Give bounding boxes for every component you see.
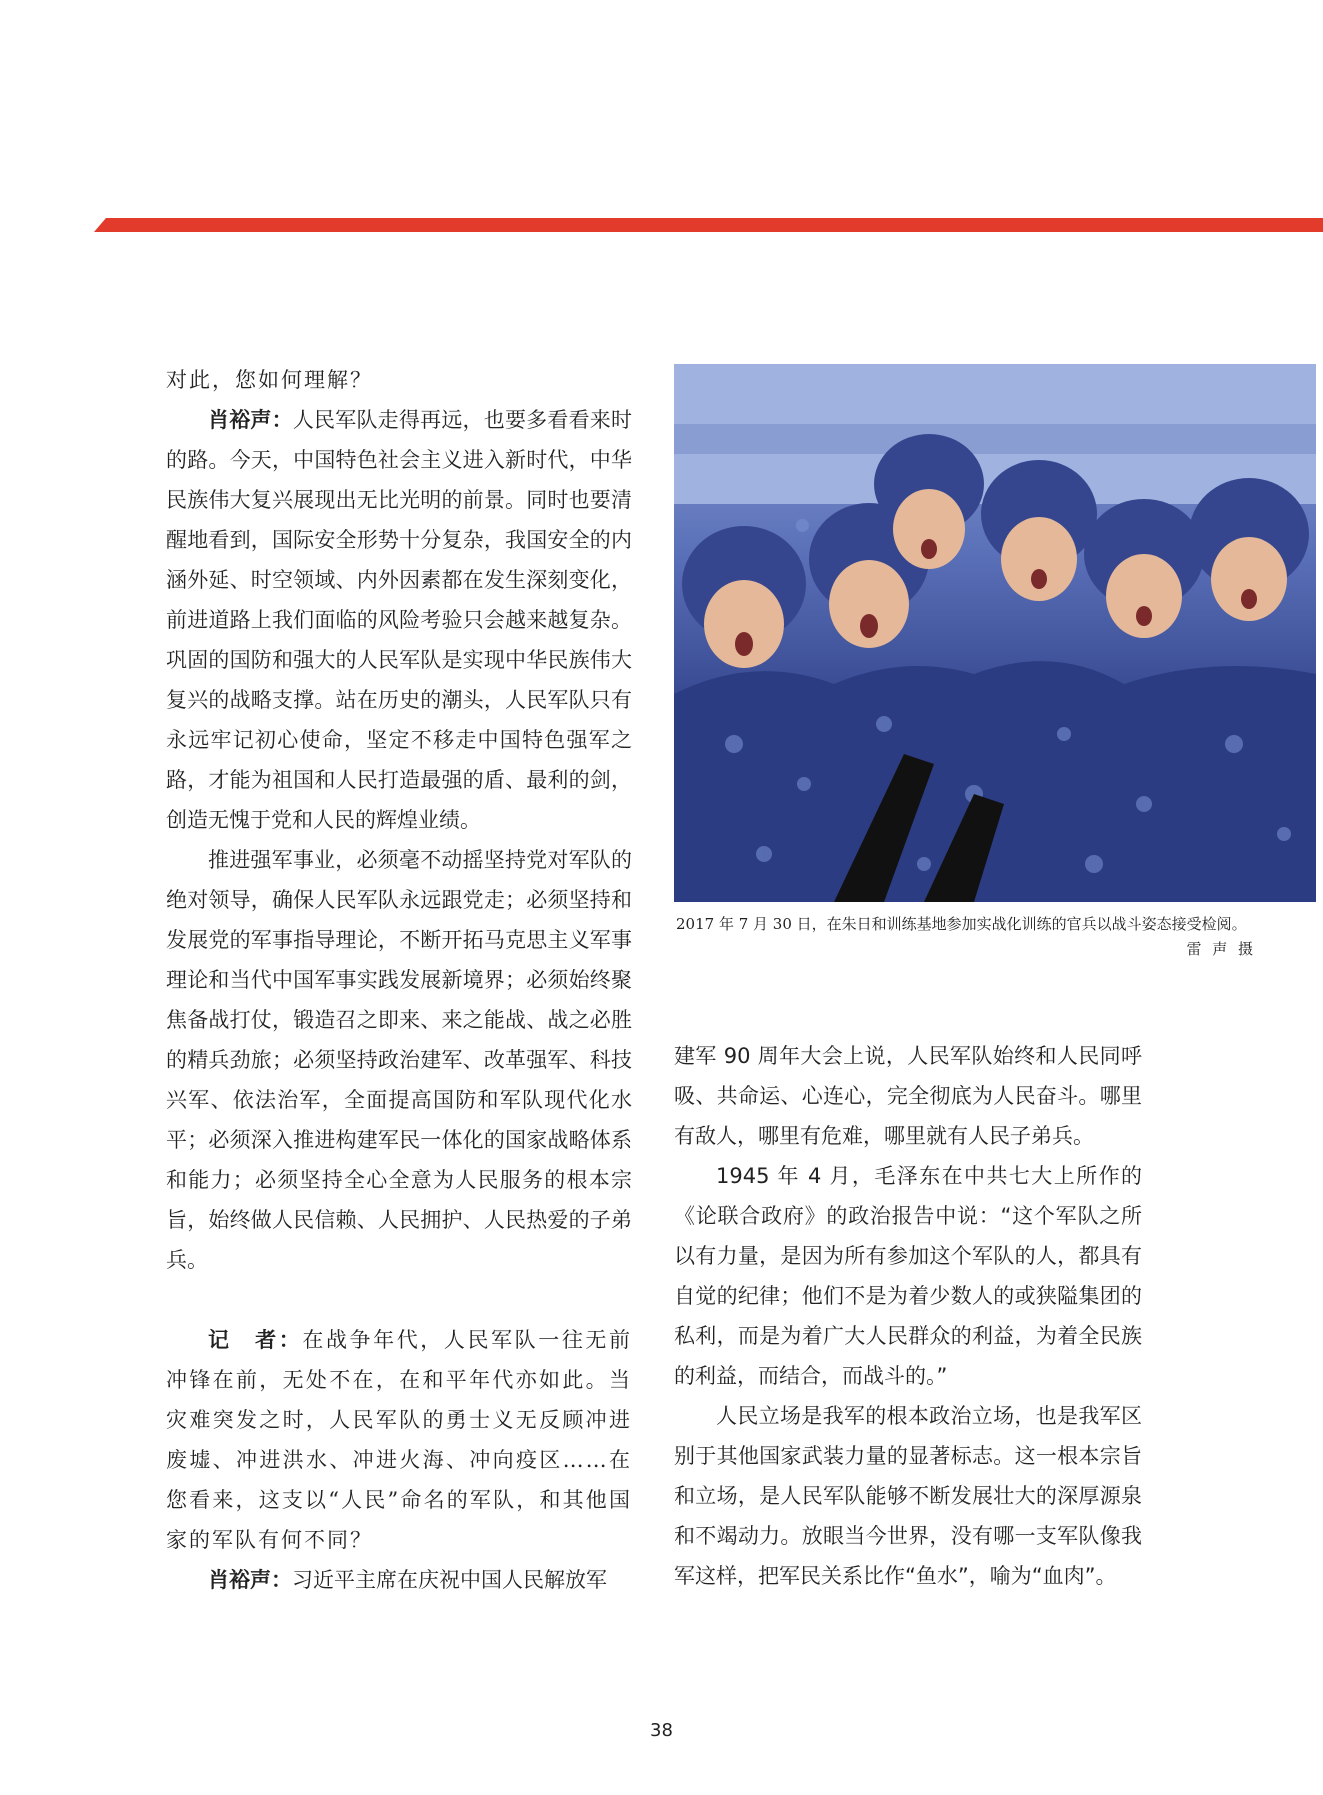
photo-credit: 雷 声 摄: [1186, 940, 1256, 958]
header-accent-band: [94, 218, 1323, 232]
right-text-column: [674, 1036, 1142, 1596]
photo-caption: [676, 912, 1256, 958]
body-paragraph: 推进强军事业，必须毫不动摇坚持党对军队的绝对领导，确保人民军队永远跟党走；必须坚持和发展党的军事指导理论，不断开拓马克思主义军事理论和当代中国军事实践发展新境界；必须始终聚焦备战打仗，锻造召之即来、来之能战、战之必胜的精兵劲旅；必须坚持政治建军、改革强军、科技兴军、依法治军，全面提高国防和军队现代化水平；必须深入推进构建军民一体化的国家战略体系和能力；必须坚持全心全意为人民服务的根本宗旨，始终做人民信赖、人民拥护、人民热爱的子弟兵。: [166, 848, 632, 1272]
answer-paragraph: 肖裕声：人民军队走得再远，也要多看看来时的路。今天，中国特色社会主义进入新时代，中华民族伟大复兴展现出无比光明的前景。同时也要清醒地看到，国际安全形势十分复杂，我国安全的内涵外延、时空领域、内外因素都在发生深刻变化，前进道路上我们面临的风险考验只会越来越复杂。巩固的国防和强大的人民军队是实现中华民族伟大复兴的战略支撑。站在历史的潮头，人民军队只有永远牢记初心使命，坚定不移走中国特色强军之路，才能为祖国和人民打造最强的盾、最利的剑，创造无愧于党和人民的辉煌业绩。: [166, 408, 633, 832]
body-paragraph: 建军 90 周年大会上说，人民军队始终和人民同呼吸、共命运、心连心，完全彻底为人民奋斗。哪里有敌人，哪里有危难，哪里就有人民子弟兵。: [674, 1044, 1142, 1148]
left-text-column: [166, 360, 632, 1600]
paragraph-spacer: [166, 1280, 632, 1320]
speaker-label: 记 者：: [208, 1327, 303, 1352]
question-text: 对此，您如何理解？: [166, 368, 373, 392]
page-number: 38: [650, 1720, 673, 1741]
body-paragraph: 1945 年 4 月，毛泽东在中共七大上所作的《论联合政府》的政治报告中说：“这个军队之所以有力量，是因为所有参加这个军队的人，都具有自觉的纪律；他们不是为着少数人的或狭隘集团的私利，而是为着广大人民群众的利益，为着全民族的利益，而结合，而战斗的。”: [674, 1164, 1142, 1388]
question-paragraph: 记 者：在战争年代，人民军队一往无前冲锋在前，无处不在，在和平年代亦如此。当灾难突发之时，人民军队的勇士义无反顾冲进废墟、冲进洪水、冲进火海、冲向疫区……在您看来，这支以“人民”命名的军队，和其他国家的军队有何不同？: [166, 1327, 633, 1552]
soldiers-photo: [674, 364, 1316, 902]
speaker-label: 肖裕声：: [208, 1568, 292, 1592]
speaker-label: 肖裕声：: [208, 408, 293, 432]
caption-text: 2017 年 7 月 30 日，在朱日和训练基地参加实战化训练的官兵以战斗姿态接受检阅。: [676, 915, 1247, 933]
body-paragraph: 人民立场是我军的根本政治立场，也是我军区别于其他国家武装力量的显著标志。这一根本宗旨和立场，是人民军队能够不断发展壮大的深厚源泉和不竭动力。放眼当今世界，没有哪一支军队像我军这样，把军民关系比作“鱼水”，喻为“血肉”。: [674, 1404, 1142, 1588]
answer-paragraph: 肖裕声：习近平主席在庆祝中国人民解放军: [208, 1568, 607, 1592]
